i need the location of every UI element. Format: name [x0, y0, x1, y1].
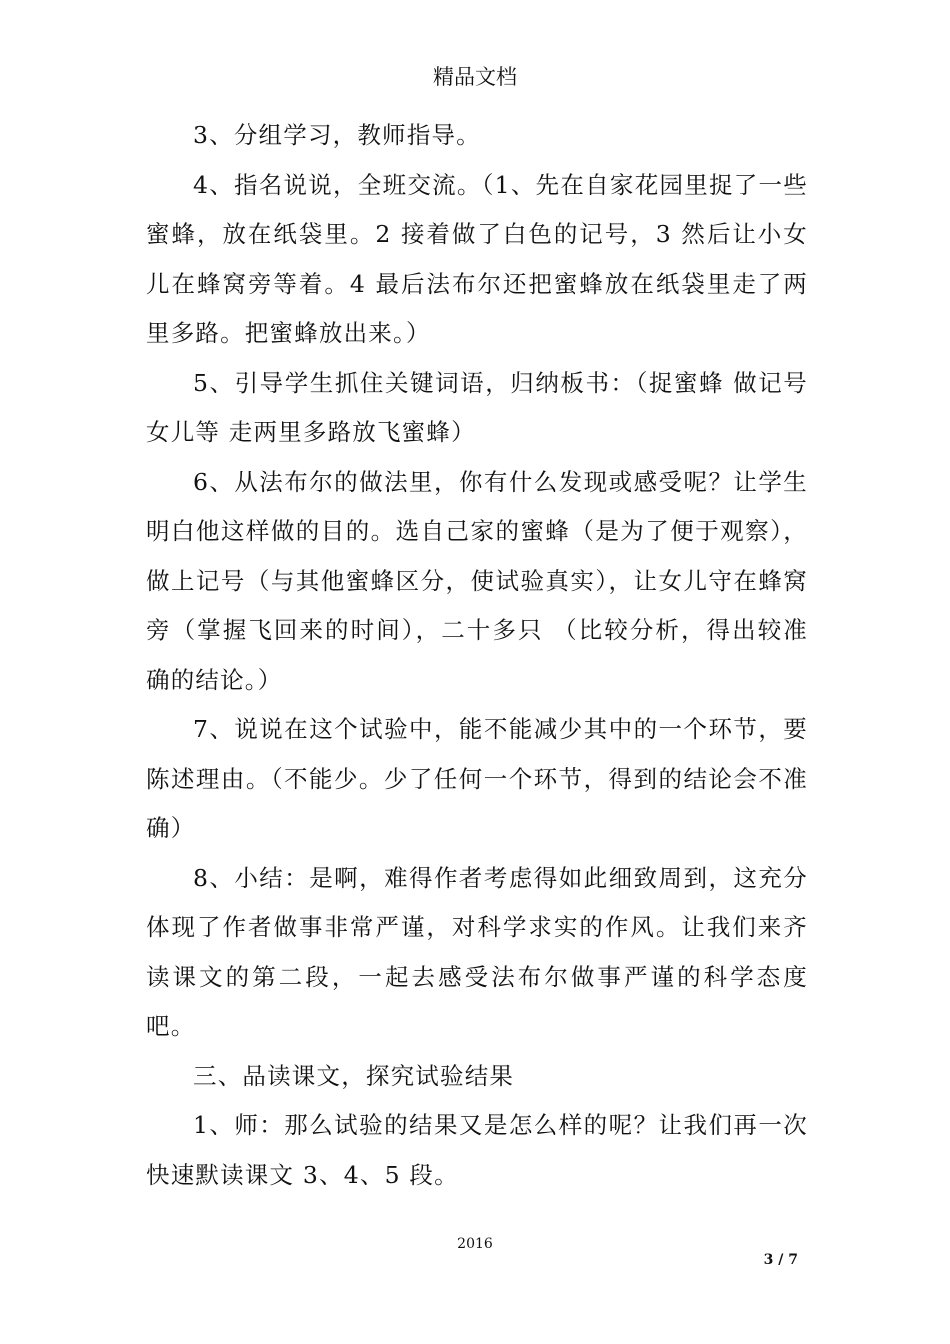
paragraph-section-3-step-1: 1、师：那么试验的结果又是怎么样的呢？让我们再一次快速默读课文 3、4、5 段。: [146, 1111, 808, 1189]
paragraph-step-6: 6、从法布尔的做法里，你有什么发现或感受呢？让学生明白他这样做的目的。选自己家的蜜蜂（是为了便于观察），做上记号（与其他蜜蜂区分，使试验真实），让女儿守在蜂窝旁（掌握飞回来的时间），二十多只 （比较分析，得出较准确的结论。）: [146, 467, 808, 694]
paragraph-step-4: 4、指名说说，全班交流。（1、先在自家花园里捉了一些蜜蜂，放在纸袋里。2 接着做了白色的记号，3 然后让小女儿在蜂窝旁等着。4 最后法布尔还把蜜蜂放在纸袋里走了两里多路。把蜜蜂放出来。）: [146, 170, 808, 347]
paragraph-step-3: 3、分组学习，教师指导。: [193, 121, 481, 149]
page-header-title: 精品文档: [433, 65, 517, 89]
paragraph-step-7: 7、说说在这个试验中，能不能减少其中的一个环节，要陈述理由。（不能少。少了任何一个环节，得到的结论会不准确）: [146, 715, 808, 842]
section-heading-3: 三、品读课文，探究试验结果: [193, 1061, 515, 1090]
paragraph-step-5: 5、引导学生抓住关键词语，归纳板书：（捉蜜蜂 做记号 女儿等 走两里多路放飞蜜蜂）: [146, 368, 808, 446]
paragraph-step-8: 8、小结：是啊，难得作者考虑得如此细致周到，这充分体现了作者做事非常严谨，对科学求实的作风。让我们来齐读课文的第二段，一起去感受法布尔做事严谨的科学态度吧。: [146, 863, 808, 1040]
page-number: 3 / 7: [763, 1252, 798, 1268]
document-body: [146, 111, 808, 1200]
footer-year: 2016: [457, 1236, 493, 1252]
